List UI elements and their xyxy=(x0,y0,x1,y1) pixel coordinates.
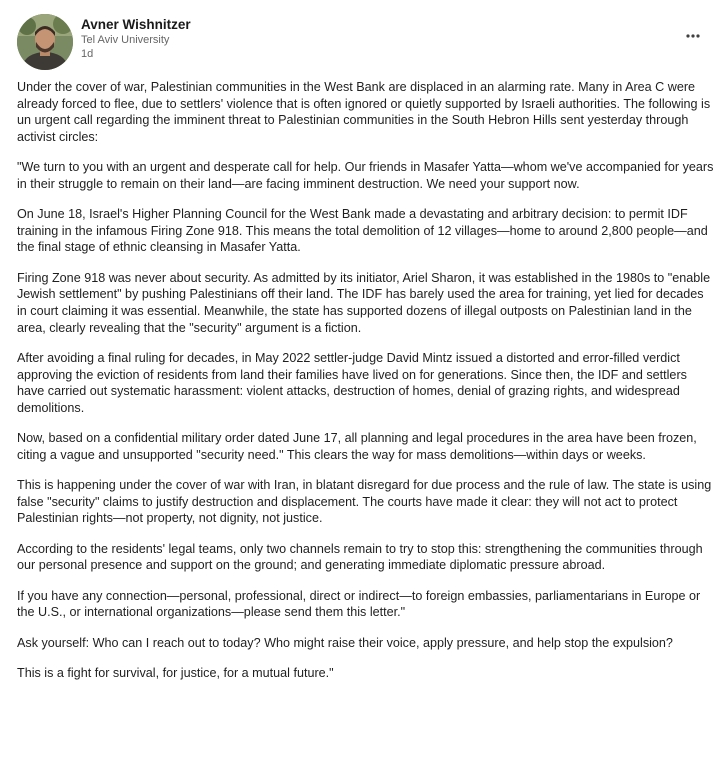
post-body xyxy=(17,79,715,682)
post-paragraph: "We turn to you with an urgent and desperate call for help. Our friends in Masafer Yatta—whom we've accompanied for years in their struggle to remain on their land—are facing imminent destruction. We need your support now. xyxy=(17,160,714,191)
post-paragraph: After avoiding a final ruling for decades, in May 2022 settler-judge David Mintz issued a distorted and error-filled verdict approving the eviction of residents from land their families have lived on for generations. Since then, the IDF and settlers have carried out systematic harassment: violent attacks, destruction of homes, denial of grazing rights, and widespread demolitions. xyxy=(17,350,687,415)
author-name[interactable]: Avner Wishnitzer xyxy=(81,17,191,32)
more-options-button[interactable] xyxy=(679,26,707,46)
post-header xyxy=(17,14,707,74)
post-paragraph: Ask yourself: Who can I reach out to today? Who might raise their voice, apply pressure, and help stop the expulsion? xyxy=(17,635,673,650)
author-meta xyxy=(81,17,191,61)
author-affiliation: Tel Aviv University xyxy=(81,34,170,46)
post-paragraph: If you have any connection—personal, professional, direct or indirect—to foreign embassies, parliamentarians in Europe or the U.S., or international organizations—please send them this letter." xyxy=(17,588,701,620)
post-paragraph: Firing Zone 918 was never about security. As admitted by its initiator, Ariel Sharon, it was established in the 1980s to "enable Jewish settlement" by pushing Palestinians off their land. The IDF has barely used the area for training, yet lied for decades in court claiming it was essential. Meanwhile, the state has supported dozens of illegal outposts on Palestinian land in the area, clearly revealing that the "security" argument is a fiction. xyxy=(17,270,711,335)
user-photo-icon xyxy=(17,14,73,70)
avatar[interactable] xyxy=(17,14,73,70)
post-paragraph: This is happening under the cover of war with Iran, in blatant disregard for due process and the rule of law. The state is using false "security" claims to justify destruction and displacement. The courts have made it clear: they will not act to protect Palestinian rights—not property, not dignity, not justice. xyxy=(17,478,712,526)
post-paragraph: Under the cover of war, Palestinian communities in the West Bank are displaced in an alarming rate. Many in Area C were already forced to flee, due to settlers' violence that is often ignored or quietly supported by Israeli authorities. The following is un urgent call regarding the imminent threat to Palestinian communities in the South Hebron Hills sent yesterday through activist circles: xyxy=(17,80,711,144)
post-paragraph: Now, based on a confidential military order dated June 17, all planning and legal procedures in the area have been frozen, citing a vague and unsupported "security need." This clears the way for mass demolitions—within days or weeks. xyxy=(17,431,697,462)
post-timestamp[interactable]: 1d xyxy=(81,48,94,60)
post-paragraph: On June 18, Israel's Higher Planning Council for the West Bank made a devastating and arbitrary decision: to permit IDF training in the infamous Firing Zone 918. This means the total demolition of 12 villages—home to around 2,800 people—and the final stage of ethnic cleansing in Masafer Yatta. xyxy=(17,207,708,255)
post-paragraph: According to the residents' legal teams, only two channels remain to try to stop this: strengthening the communities through our personal presence and support on the ground; and generating immediate diplomatic pressure abroad. xyxy=(17,541,703,573)
post-paragraph: This is a fight for survival, for justice, for a mutual future." xyxy=(17,666,334,680)
more-horizontal-icon xyxy=(686,34,700,38)
